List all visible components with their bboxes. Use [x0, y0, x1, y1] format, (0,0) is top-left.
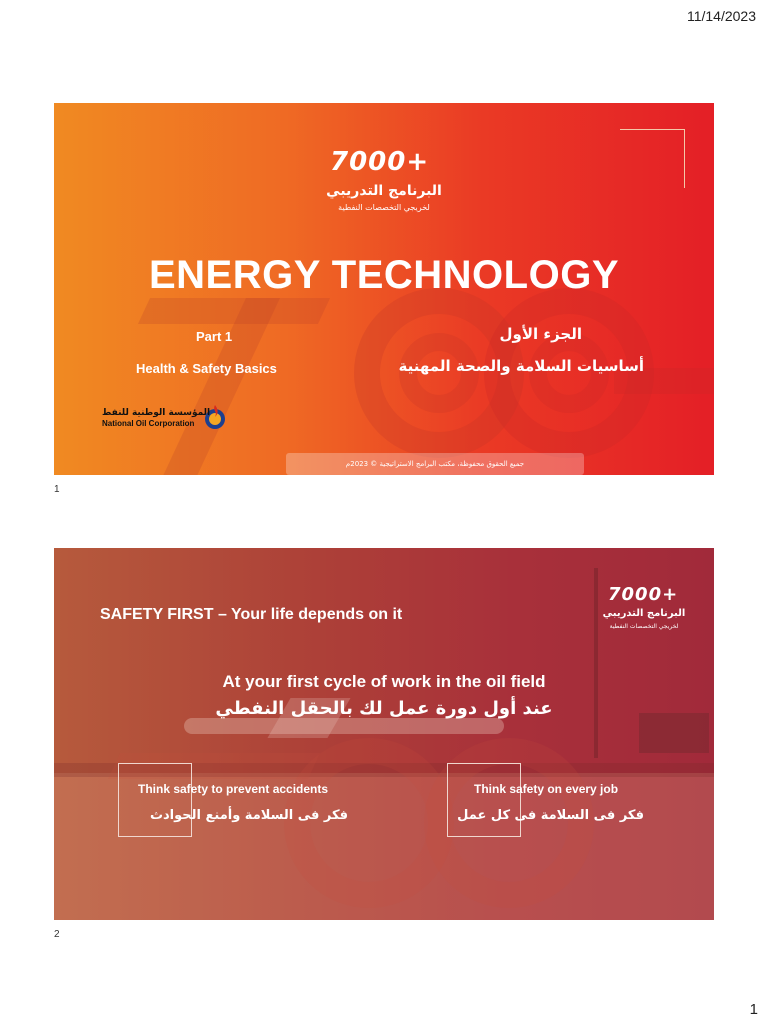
- right-tip-en: Think safety on every job: [474, 782, 619, 796]
- logo-arabic-name: البرنامج التدريبي: [326, 183, 442, 199]
- slide-number-2: 2: [54, 929, 60, 940]
- slide-title: ENERGY TECHNOLOGY: [148, 253, 620, 297]
- print-date: 11/14/2023: [686, 8, 756, 24]
- subtitle-en: Health & Safety Basics: [136, 361, 277, 376]
- corner-frame: [620, 129, 685, 188]
- logo-numeral: 7000+: [330, 147, 430, 177]
- page-number: 1: [749, 1001, 758, 1018]
- logo-arabic-name: البرنامج التدريبي: [602, 608, 686, 619]
- noc-name-en: National Oil Corporation: [102, 419, 195, 428]
- logo-arabic-subtitle: لخريجي التخصصات النفطية: [338, 203, 430, 212]
- subtitle-ar: أساسيات السلامة والصحة المهنية: [398, 357, 644, 375]
- slide-heading: SAFETY FIRST – Your life depends on it: [100, 606, 403, 623]
- slide-number-1: 1: [54, 484, 60, 495]
- left-tip-en: Think safety to prevent accidents: [138, 782, 329, 796]
- logo-arabic-subtitle: لخريجي التخصصات النفطية: [609, 623, 679, 630]
- slide-1: [54, 103, 714, 475]
- left-frame: [118, 763, 192, 837]
- right-tip-ar: فكر فى السلامة فى كل عمل: [457, 808, 644, 823]
- right-frame: [447, 763, 521, 837]
- intro-line-ar: عند أول دورة عمل لك بالحقل النفطي: [215, 698, 553, 719]
- part-label-ar: الجزء الأول: [499, 325, 582, 343]
- left-tip-ar: فكر فى السلامة وأمنع الحوادث: [149, 808, 349, 823]
- slide-2: [54, 548, 714, 920]
- intro-line-en: At your first cycle of work in the oil field: [222, 672, 546, 691]
- copyright-bar: جميع الحقوق محفوظة، مكتب البرامج الاستراتيجية © 2023م: [286, 453, 584, 475]
- logo-numeral: 7000+: [608, 584, 679, 605]
- part-label-en: Part 1: [196, 329, 233, 344]
- noc-name-ar: المؤسسة الوطنية للنفط: [102, 408, 211, 418]
